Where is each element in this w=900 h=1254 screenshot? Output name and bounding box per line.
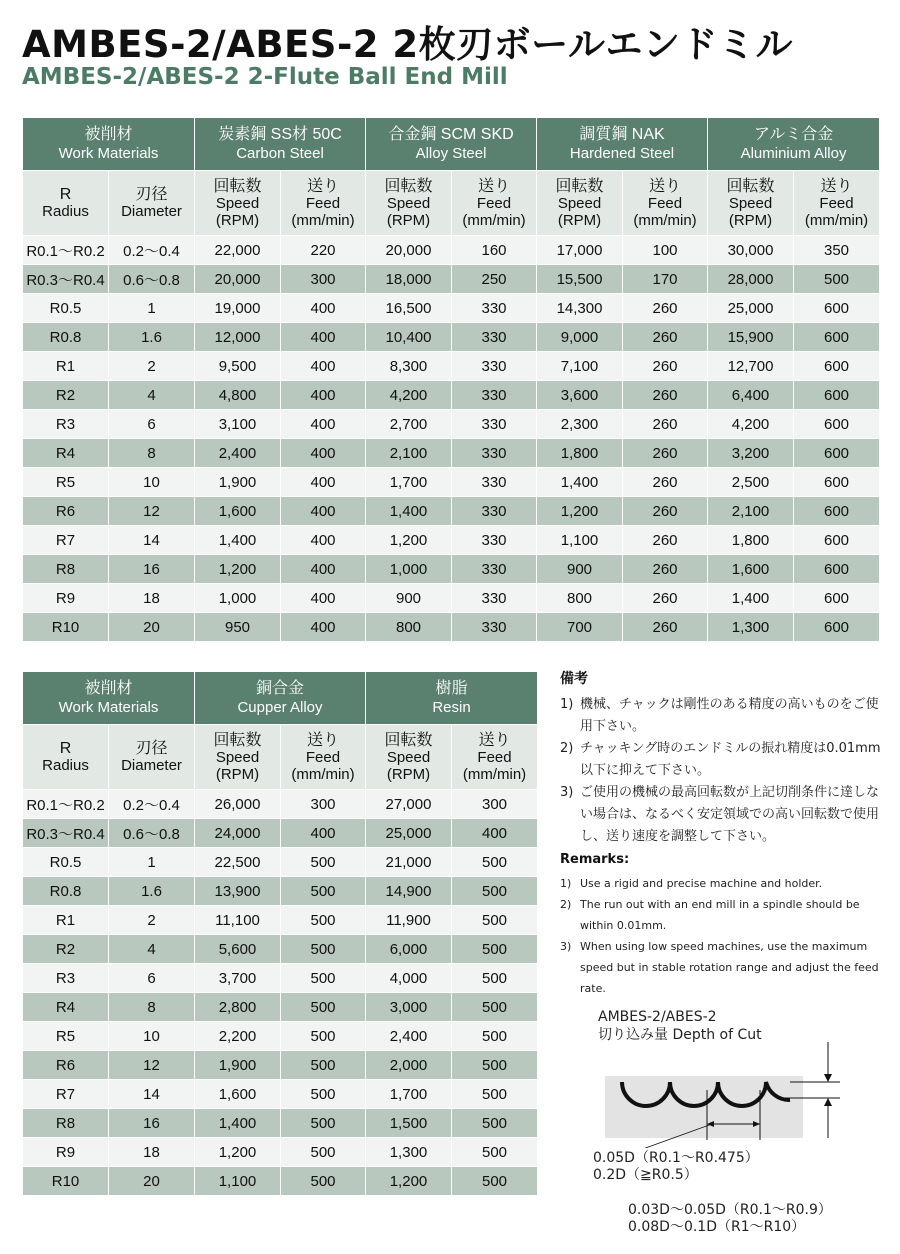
table-cell: 400: [281, 584, 366, 613]
table-row: [23, 555, 880, 584]
table-cell: 14: [109, 1080, 195, 1109]
table-cell: R2: [23, 935, 109, 964]
header-work-materials: 被削材 Work Materials: [23, 118, 195, 171]
table-cell: 0.2～0.4: [109, 790, 195, 819]
table-cell: 1,600: [708, 555, 794, 584]
table-cell: 10: [109, 468, 195, 497]
table-row: [23, 1022, 538, 1051]
table-cell: 160: [452, 236, 537, 265]
note-item: 2) チャッキング時のエンドミルの振れ精度は0.01mm以下に抑えて下さい。: [560, 741, 881, 778]
table-cell: 12: [109, 1051, 195, 1080]
table-row: [23, 877, 538, 906]
depth-of-cut-diagram: [600, 1038, 860, 1148]
table-cell: 330: [452, 555, 537, 584]
table-cell: 400: [281, 819, 366, 848]
table-cell: 500: [281, 848, 366, 877]
table-cell: 3,000: [366, 993, 452, 1022]
diagram-label-pitch: 0.05D（R0.1～R0.475） 0.2D（≧R0.5）: [593, 1150, 759, 1183]
table-cell: 500: [452, 993, 538, 1022]
table-cell: 26,000: [195, 790, 281, 819]
table-cell: 4,800: [195, 381, 281, 410]
table-cell: 1,400: [195, 526, 281, 555]
table-cell: 2,200: [195, 1022, 281, 1051]
subheader-radius: R Radius: [23, 725, 109, 790]
table-row: [23, 265, 880, 294]
table-cell: 300: [452, 790, 538, 819]
table-row: [23, 819, 538, 848]
table-cell: 12: [109, 497, 195, 526]
cutting-conditions-table-copper-resin: [22, 671, 538, 1196]
table-cell: 9,000: [537, 323, 623, 352]
table-cell: 2,400: [366, 1022, 452, 1051]
table-cell: R1: [23, 906, 109, 935]
table-cell: 1,900: [195, 468, 281, 497]
table-cell: R5: [23, 468, 109, 497]
diagram-title: AMBES-2/ABES-2 切り込み量 Depth of Cut: [598, 1009, 762, 1043]
table-cell: 400: [281, 381, 366, 410]
table-cell: 500: [281, 1051, 366, 1080]
table-cell: 700: [537, 613, 623, 642]
table-cell: 20,000: [195, 265, 281, 294]
table-cell: 500: [452, 1051, 538, 1080]
table-row: [23, 964, 538, 993]
table-cell: 500: [281, 1109, 366, 1138]
header-work-materials: 被削材 Work Materials: [23, 672, 195, 725]
table-cell: 19,000: [195, 294, 281, 323]
table-cell: 260: [623, 294, 708, 323]
remark-item: 3) When using low speed machines, use the maximum speed but in stable rotation range and adjust the feed rate.: [560, 940, 879, 995]
table-cell: 250: [452, 265, 537, 294]
subheader-speed: 回転数 Speed (RPM): [708, 171, 794, 236]
table-cell: 300: [281, 790, 366, 819]
table-row: [23, 236, 880, 265]
table-cell: 1,100: [537, 526, 623, 555]
header-hardened-steel: 調質鋼 NAK Hardened Steel: [537, 118, 708, 171]
table-cell: 6: [109, 410, 195, 439]
table-cell: 600: [794, 526, 880, 555]
table-cell: R4: [23, 993, 109, 1022]
table-cell: 18: [109, 1138, 195, 1167]
table-cell: 900: [537, 555, 623, 584]
table-cell: R8: [23, 1109, 109, 1138]
table-cell: 400: [281, 294, 366, 323]
table-cell: 1: [109, 848, 195, 877]
table-cell: R0.3～R0.4: [23, 819, 109, 848]
table-cell: 260: [623, 439, 708, 468]
table-cell: 260: [623, 613, 708, 642]
table-cell: 330: [452, 613, 537, 642]
table-cell: 2,000: [366, 1051, 452, 1080]
table-cell: 2: [109, 906, 195, 935]
table-cell: 950: [195, 613, 281, 642]
subheader-feed: 送り Feed (mm/min): [623, 171, 708, 236]
table-cell: R6: [23, 497, 109, 526]
table-cell: 500: [281, 906, 366, 935]
table-cell: 330: [452, 439, 537, 468]
table-row: [23, 1167, 538, 1196]
subheader-speed: 回転数 Speed (RPM): [195, 725, 281, 790]
table-body: [23, 790, 538, 1196]
table-cell: 4,000: [366, 964, 452, 993]
table-cell: 21,000: [366, 848, 452, 877]
table-cell: 2,300: [537, 410, 623, 439]
table-cell: 1,100: [195, 1167, 281, 1196]
table-cell: 2,100: [708, 497, 794, 526]
table-cell: 330: [452, 497, 537, 526]
table-cell: 500: [281, 993, 366, 1022]
header-alloy-steel: 合金鋼 SCM SKD Alloy Steel: [366, 118, 537, 171]
table-cell: 10,400: [366, 323, 452, 352]
table-cell: 4,200: [708, 410, 794, 439]
table-cell: 500: [452, 935, 538, 964]
table-row: [23, 323, 880, 352]
table-cell: 1,900: [195, 1051, 281, 1080]
table-row: [23, 294, 880, 323]
table-cell: 1,600: [195, 1080, 281, 1109]
table-cell: 500: [452, 1022, 538, 1051]
table-cell: 12,700: [708, 352, 794, 381]
table-cell: 28,000: [708, 265, 794, 294]
table-cell: 1,000: [366, 555, 452, 584]
table-cell: 16: [109, 555, 195, 584]
table-cell: 500: [281, 1138, 366, 1167]
table-cell: 600: [794, 323, 880, 352]
table-cell: 25,000: [708, 294, 794, 323]
table-cell: 300: [281, 265, 366, 294]
table-cell: R7: [23, 526, 109, 555]
remark-item: 1) Use a rigid and precise machine and holder.: [560, 877, 823, 890]
table-cell: 27,000: [366, 790, 452, 819]
subheader-speed: 回転数 Speed (RPM): [366, 171, 452, 236]
table-cell: 500: [794, 265, 880, 294]
table-cell: 18: [109, 584, 195, 613]
remark-item: 2) The run out with an end mill in a spindle should be within 0.01mm.: [560, 898, 860, 932]
table-cell: 1.6: [109, 323, 195, 352]
table-cell: R6: [23, 1051, 109, 1080]
table-cell: 2,500: [708, 468, 794, 497]
table-cell: 500: [452, 964, 538, 993]
table-cell: 500: [452, 877, 538, 906]
table-cell: R10: [23, 613, 109, 642]
table-cell: 500: [452, 1138, 538, 1167]
table-cell: 400: [281, 323, 366, 352]
table-cell: 330: [452, 526, 537, 555]
table-cell: 600: [794, 613, 880, 642]
table-cell: 260: [623, 468, 708, 497]
table-cell: R0.5: [23, 294, 109, 323]
table-row: [23, 1080, 538, 1109]
table-cell: 3,100: [195, 410, 281, 439]
subheader-feed: 送り Feed (mm/min): [281, 171, 366, 236]
table-cell: 260: [623, 352, 708, 381]
table-cell: R0.1～R0.2: [23, 790, 109, 819]
subheader-speed: 回転数 Speed (RPM): [366, 725, 452, 790]
table-cell: 16,500: [366, 294, 452, 323]
table-cell: 1,500: [366, 1109, 452, 1138]
header-carbon-steel: 炭素鋼 SS材 50C Carbon Steel: [195, 118, 366, 171]
table-cell: 9,500: [195, 352, 281, 381]
table-cell: 330: [452, 352, 537, 381]
table-cell: 2,100: [366, 439, 452, 468]
table-cell: 330: [452, 294, 537, 323]
table-cell: 7,100: [537, 352, 623, 381]
table-cell: 4: [109, 935, 195, 964]
table-cell: 4: [109, 381, 195, 410]
note-item: 3) ご使用の機械の最高回転数が上記切削条件に達しない場合は、なるべく安定領域での高い回転数で使用し、送り速度を調整して下さい。: [560, 785, 880, 844]
table-row: [23, 935, 538, 964]
table-cell: 330: [452, 410, 537, 439]
table-cell: 170: [623, 265, 708, 294]
table-cell: R1: [23, 352, 109, 381]
table-cell: R8: [23, 555, 109, 584]
table-cell: 16: [109, 1109, 195, 1138]
table-cell: 1,200: [195, 1138, 281, 1167]
table-cell: 3,200: [708, 439, 794, 468]
table-cell: 1,800: [537, 439, 623, 468]
table-cell: 1,000: [195, 584, 281, 613]
table-cell: 8: [109, 439, 195, 468]
table-cell: 600: [794, 555, 880, 584]
table-cell: 400: [281, 468, 366, 497]
notes-section: [560, 668, 882, 848]
table-cell: 400: [281, 410, 366, 439]
table-row: [23, 410, 880, 439]
subheader-diameter: 刃径 Diameter: [109, 725, 195, 790]
table-cell: 2: [109, 352, 195, 381]
table-cell: 1,300: [708, 613, 794, 642]
table-cell: 1,700: [366, 1080, 452, 1109]
table-cell: 260: [623, 497, 708, 526]
table-cell: 330: [452, 323, 537, 352]
table-cell: R3: [23, 410, 109, 439]
table-cell: 11,900: [366, 906, 452, 935]
table-cell: 1,800: [708, 526, 794, 555]
table-cell: 260: [623, 555, 708, 584]
table-cell: 1,200: [366, 526, 452, 555]
table-row: [23, 526, 880, 555]
table-cell: 1,400: [537, 468, 623, 497]
table-cell: R0.3～R0.4: [23, 265, 109, 294]
table-cell: R2: [23, 381, 109, 410]
table-cell: 400: [452, 819, 538, 848]
table-cell: 500: [281, 1022, 366, 1051]
subheader-feed: 送り Feed (mm/min): [452, 725, 538, 790]
table-cell: 260: [623, 526, 708, 555]
table-cell: 8: [109, 993, 195, 1022]
table-cell: 600: [794, 584, 880, 613]
remarks-section: [560, 852, 882, 999]
arrow-head: [824, 1098, 832, 1106]
table-row: [23, 352, 880, 381]
page-subtitle: AMBES-2/ABES-2 2-Flute Ball End Mill: [22, 64, 508, 90]
table-cell: 400: [281, 439, 366, 468]
table-cell: 260: [623, 381, 708, 410]
table-cell: 260: [623, 323, 708, 352]
table-cell: 12,000: [195, 323, 281, 352]
table-cell: 500: [281, 877, 366, 906]
table-body: [23, 236, 880, 642]
table-row: [23, 1109, 538, 1138]
table-cell: 15,500: [537, 265, 623, 294]
table-cell: 330: [452, 584, 537, 613]
table-cell: 500: [281, 1080, 366, 1109]
table-cell: 0.6～0.8: [109, 819, 195, 848]
table-cell: 2,400: [195, 439, 281, 468]
table-cell: 600: [794, 468, 880, 497]
table-cell: 5,600: [195, 935, 281, 964]
table-cell: 400: [281, 497, 366, 526]
table-cell: 400: [281, 352, 366, 381]
table-cell: R7: [23, 1080, 109, 1109]
table-cell: 10: [109, 1022, 195, 1051]
table-cell: 600: [794, 352, 880, 381]
table-cell: R0.5: [23, 848, 109, 877]
table-cell: 6: [109, 964, 195, 993]
table-row: [23, 381, 880, 410]
table-cell: 600: [794, 439, 880, 468]
table-cell: 15,900: [708, 323, 794, 352]
notes-title: 備考: [560, 671, 588, 687]
table-cell: R0.1～R0.2: [23, 236, 109, 265]
table-cell: R10: [23, 1167, 109, 1196]
table-cell: 1,300: [366, 1138, 452, 1167]
table-cell: 14: [109, 526, 195, 555]
page-title: AMBES-2/ABES-2 2枚刃ボールエンドミル: [22, 23, 793, 66]
table-cell: 20: [109, 1167, 195, 1196]
table-cell: 260: [623, 584, 708, 613]
table-cell: 0.2～0.4: [109, 236, 195, 265]
table-cell: 260: [623, 410, 708, 439]
table-cell: 1,600: [195, 497, 281, 526]
table-row: [23, 468, 880, 497]
subheader-feed: 送り Feed (mm/min): [794, 171, 880, 236]
table-cell: 500: [281, 1167, 366, 1196]
table-cell: 24,000: [195, 819, 281, 848]
table-cell: 500: [281, 935, 366, 964]
table-cell: 17,000: [537, 236, 623, 265]
table-row: [23, 439, 880, 468]
table-cell: 11,100: [195, 906, 281, 935]
subheader-speed: 回転数 Speed (RPM): [537, 171, 623, 236]
table-cell: 100: [623, 236, 708, 265]
table-cell: 500: [281, 964, 366, 993]
subheader-feed: 送り Feed (mm/min): [281, 725, 366, 790]
note-item: 1) 機械、チャックは剛性のある精度の高いものをご使用下さい。: [560, 697, 879, 734]
table-cell: 6,400: [708, 381, 794, 410]
table-row: [23, 1138, 538, 1167]
table-cell: 1,400: [195, 1109, 281, 1138]
table-cell: 400: [281, 526, 366, 555]
header-aluminium-alloy: アルミ合金 Aluminium Alloy: [708, 118, 880, 171]
workpiece-block: [605, 1076, 803, 1138]
table-cell: R0.8: [23, 877, 109, 906]
table-row: [23, 1051, 538, 1080]
table-cell: 18,000: [366, 265, 452, 294]
diagram-label-depth: 0.03D～0.05D（R0.1～R0.9） 0.08D～0.1D（R1～R10）: [628, 1202, 832, 1235]
table-cell: 500: [452, 1109, 538, 1138]
table-cell: 13,900: [195, 877, 281, 906]
table-cell: 4,200: [366, 381, 452, 410]
table-cell: 22,500: [195, 848, 281, 877]
table-cell: 500: [452, 848, 538, 877]
header-copper-alloy: 銅合金 Cupper Alloy: [195, 672, 366, 725]
table-cell: 900: [366, 584, 452, 613]
table-cell: 330: [452, 468, 537, 497]
table-cell: 600: [794, 381, 880, 410]
table-cell: 1.6: [109, 877, 195, 906]
table-cell: R0.8: [23, 323, 109, 352]
table-row: [23, 906, 538, 935]
table-cell: 20: [109, 613, 195, 642]
remarks-title: Remarks:: [560, 852, 630, 867]
table-row: [23, 790, 538, 819]
table-cell: 14,900: [366, 877, 452, 906]
table-cell: 600: [794, 294, 880, 323]
subheader-diameter: 刃径 Diameter: [109, 171, 195, 236]
table-cell: 2,700: [366, 410, 452, 439]
table-cell: 600: [794, 497, 880, 526]
table-cell: 1,400: [708, 584, 794, 613]
table-cell: 8,300: [366, 352, 452, 381]
arrow-head: [824, 1074, 832, 1082]
table-row: [23, 613, 880, 642]
table-row: [23, 584, 880, 613]
cutting-conditions-table-steel-aluminium: [22, 117, 880, 642]
table-cell: 1,700: [366, 468, 452, 497]
table-cell: 3,600: [537, 381, 623, 410]
table-cell: 400: [281, 613, 366, 642]
table-cell: 20,000: [366, 236, 452, 265]
table-row: [23, 993, 538, 1022]
table-cell: 14,300: [537, 294, 623, 323]
subheader-speed: 回転数 Speed (RPM): [195, 171, 281, 236]
table-cell: 1: [109, 294, 195, 323]
header-resin: 樹脂 Resin: [366, 672, 538, 725]
table-cell: 800: [366, 613, 452, 642]
table-cell: R9: [23, 1138, 109, 1167]
table-cell: 0.6～0.8: [109, 265, 195, 294]
table-cell: 330: [452, 381, 537, 410]
table-cell: 350: [794, 236, 880, 265]
table-cell: 1,200: [366, 1167, 452, 1196]
subheader-feed: 送り Feed (mm/min): [452, 171, 537, 236]
subheader-radius: R Radius: [23, 171, 109, 236]
table-cell: R5: [23, 1022, 109, 1051]
table-cell: 1,200: [195, 555, 281, 584]
table-cell: 220: [281, 236, 366, 265]
table-cell: 500: [452, 1167, 538, 1196]
table-cell: 30,000: [708, 236, 794, 265]
table-cell: 22,000: [195, 236, 281, 265]
table-cell: 3,700: [195, 964, 281, 993]
table-cell: 500: [452, 906, 538, 935]
table-cell: 6,000: [366, 935, 452, 964]
table-cell: 1,400: [366, 497, 452, 526]
table-cell: 600: [794, 410, 880, 439]
table-cell: R4: [23, 439, 109, 468]
table-cell: 500: [452, 1080, 538, 1109]
table-cell: 800: [537, 584, 623, 613]
table-cell: 25,000: [366, 819, 452, 848]
table-cell: R9: [23, 584, 109, 613]
table-cell: 400: [281, 555, 366, 584]
table-row: [23, 848, 538, 877]
table-cell: R3: [23, 964, 109, 993]
table-cell: 2,800: [195, 993, 281, 1022]
table-cell: 1,200: [537, 497, 623, 526]
table-row: [23, 497, 880, 526]
